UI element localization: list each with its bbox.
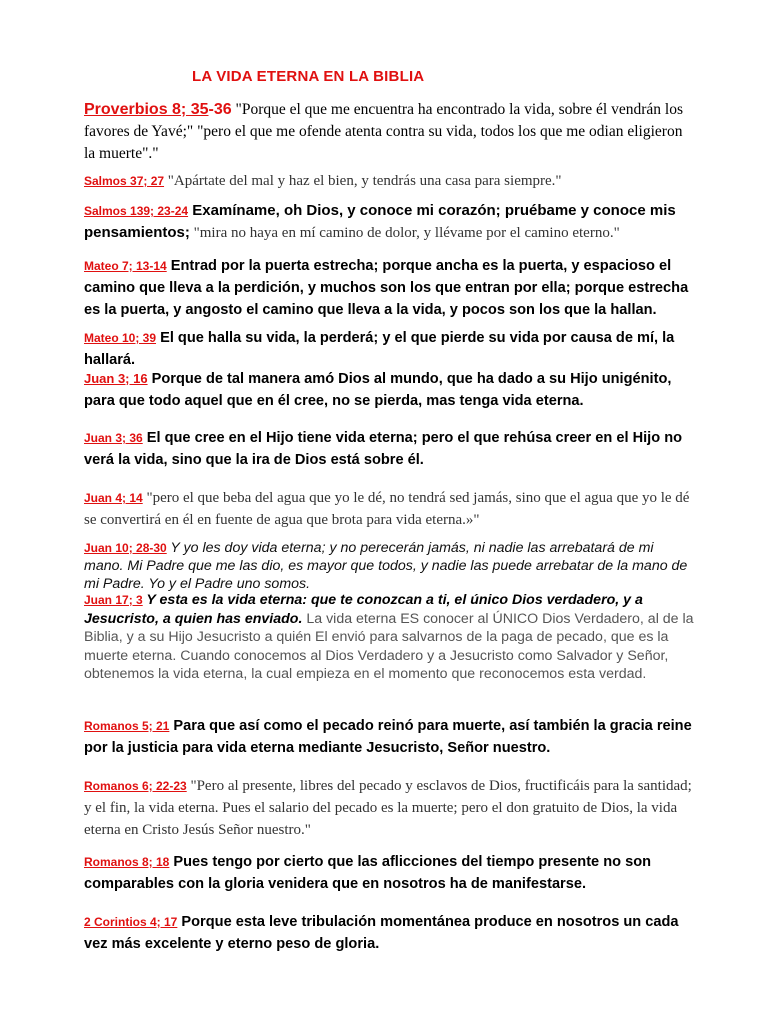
verse-text: Porque esta leve tribulación momentánea produce en nosotros un cada vez más excelente y eterno peso de gloria. — [84, 914, 679, 952]
verse-juan-4 — [84, 487, 696, 531]
verse-romanos-6 — [84, 775, 696, 841]
verse-juan-10 — [84, 539, 696, 593]
verse-text: Para que así como el pecado reinó para muerte, así también la gracia reine por la justicia para vida eterna mediante Jesucristo, Señor nuestro. — [84, 718, 692, 756]
verse-romanos-5 — [84, 715, 696, 759]
verse-text-bold: Examíname, oh Dios, y conoce mi corazón; pruébame y conoce mis pensamientos; — [84, 202, 676, 241]
verse-reference: Mateo 7; 13-14 — [84, 259, 167, 273]
document-title: LA VIDA ETERNA EN LA BIBLIA — [192, 68, 425, 85]
verse-juan-3-36 — [84, 427, 696, 471]
verse-2-corintios-4 — [84, 911, 696, 955]
verse-juan-3-16 — [84, 368, 696, 412]
verse-reference-suffix: -36 — [208, 101, 232, 118]
verse-juan-17 — [84, 591, 696, 684]
verse-reference: Romanos 6; 22-23 — [84, 779, 187, 793]
verse-reference: Mateo 10; 39 — [84, 331, 157, 345]
verse-text: El que halla su vida, la perderá; y el que pierde su vida por causa de mí, la hallará. — [84, 330, 675, 368]
verse-reference: Juan 3; 36 — [84, 431, 143, 445]
verse-romanos-8 — [84, 851, 696, 895]
verse-mateo-10 — [84, 327, 696, 371]
verse-reference: Romanos 5; 21 — [84, 719, 170, 733]
verse-proverbios-8 — [84, 99, 696, 165]
verse-reference: Juan 4; 14 — [84, 491, 143, 505]
verse-reference: Proverbios 8; 35 — [84, 101, 209, 118]
verse-salmos-37 — [84, 170, 696, 192]
verse-mateo-7 — [84, 255, 696, 321]
verse-salmos-139 — [84, 200, 696, 244]
verse-text: "Pero al presente, libres del pecado y esclavos de Dios, fructificáis para la santidad; y el fin, la vida eterna. Pues el salario del pecado es la muerte; pero el don gratuito de Dios, la vida eterna en Cristo Jesús Señor nuestro." — [84, 778, 692, 838]
verse-commentary: La vida eterna ES conocer al ÚNICO Dios Verdadero, al de la Biblia, y a su Hijo Jesucristo a quién El envió para salvarnos de la paga de pecado, que es la muerte eterna. Cuando conocemos al Dios Verdadero y a Jesucristo como Salvador y Señor, obtenemos la vida eterna, la cual empieza en el momento que reconocemos esta verdad. — [84, 610, 694, 682]
verse-reference: Juan 17; 3 — [84, 593, 143, 607]
verse-reference: Salmos 37; 27 — [84, 174, 165, 188]
verse-text: "Apártate del mal y haz el bien, y tendrás una casa para siempre." — [164, 173, 562, 189]
verse-reference: Salmos 139; 23-24 — [84, 204, 189, 218]
verse-reference: 2 Corintios 4; 17 — [84, 915, 178, 929]
verse-text: Entrad por la puerta estrecha; porque ancha es la puerta, y espacioso el camino que lleva a la perdición, y muchos son los que entran por ella; porque estrecha es la puerta, y angosto el camino que lleva a la vida, y pocos son los que la hallan. — [84, 258, 689, 318]
verse-text: Porque de tal manera amó Dios al mundo, que ha dado a su Hijo unigénito, para que todo aquel que en él cree, no se pierda, mas tenga vida eterna. — [84, 371, 672, 409]
verse-text-bold: Y esta es la vida eterna: que te conozcan a ti, el único Dios verdadero, y a Jesucristo, a quien has enviado. — [84, 592, 643, 627]
verse-text: El que cree en el Hijo tiene vida eterna; pero el que rehúsa creer en el Hijo no verá la vida, sino que la ira de Dios está sobre él. — [84, 430, 683, 468]
verse-text: Pues tengo por cierto que las aflicciones del tiempo presente no son comparables con la gloria venidera que en nosotros ha de manifestarse. — [84, 854, 652, 892]
verse-reference: Juan 10; 28-30 — [84, 541, 167, 555]
verse-text: "pero el que beba del agua que yo le dé, no tendrá sed jamás, sino que el agua que yo le dé se convertirá en él en fuente de agua que brota para vida eterna.»" — [84, 490, 690, 528]
verse-text: "Porque el que me encuentra ha encontrado la vida, sobre él vendrán los favores de Yavé;" "pero el que me ofende atenta contra su vida, todos los que me odian eligieron la muerte"." — [84, 101, 683, 162]
verse-reference: Juan 3; 16 — [84, 371, 148, 386]
verse-text: Y yo les doy vida eterna; y no perecerán jamás, ni nadie las arrebatará de mi mano. Mi Padre que me las dio, es mayor que todos, y nadie las puede arrebatar de la mano de mi Padre. Yo y el Padre uno somos. — [84, 540, 688, 592]
verse-reference: Romanos 8; 18 — [84, 855, 170, 869]
verse-text: "mira no haya en mí camino de dolor, y llévame por el camino eterno." — [189, 225, 620, 241]
